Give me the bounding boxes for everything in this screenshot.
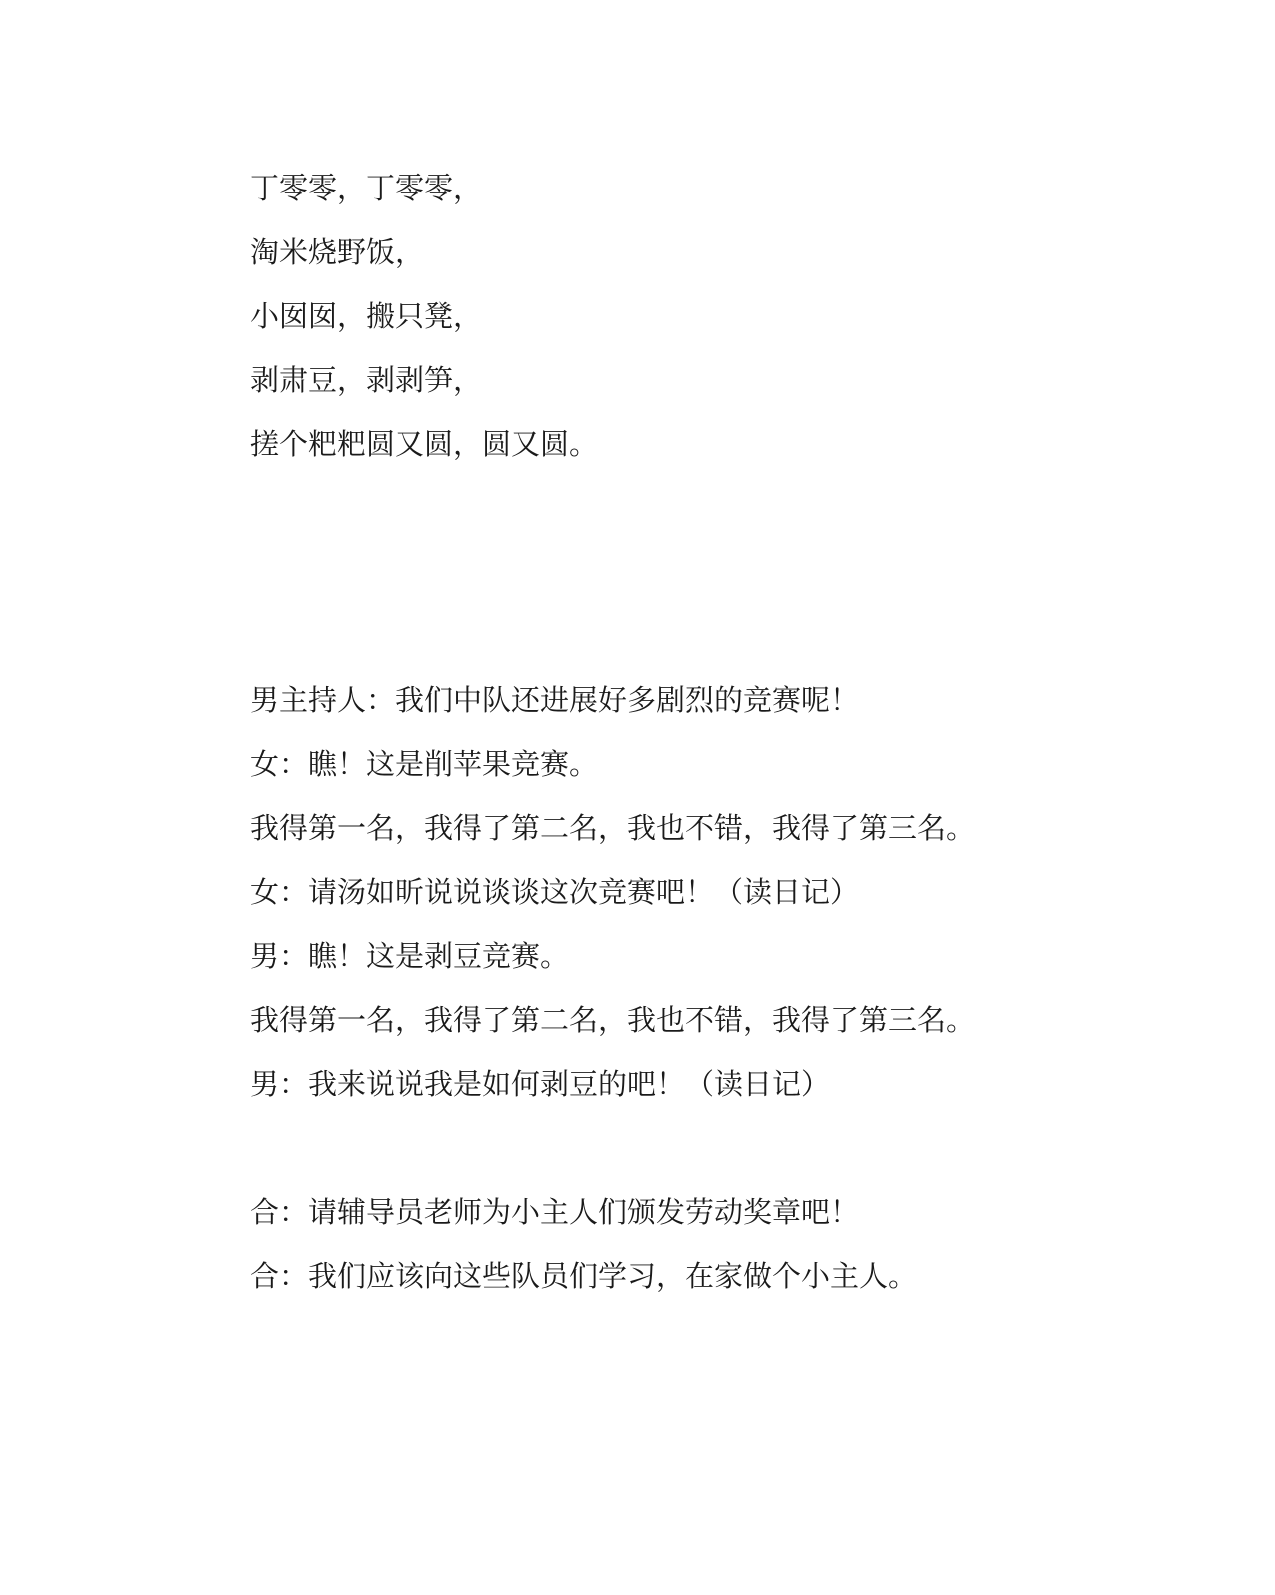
dialogue-line: 男：瞧！这是剥豆竞赛。 — [250, 939, 570, 973]
closing-line: 合：请辅导员老师为小主人们颁发劳动奖章吧！ — [250, 1195, 860, 1229]
dialogue-line: 女：请汤如昕说说谈谈这次竞赛吧！（读日记） — [250, 875, 860, 909]
rhyme-line: 搓个粑粑圆又圆，圆又圆。 — [250, 427, 599, 461]
nursery-rhyme — [250, 156, 1210, 476]
rhyme-line: 小囡囡，搬只凳， — [250, 299, 483, 333]
competition-dialogue — [250, 668, 1210, 1116]
dialogue-line: 我得第一名，我得了第二名，我也不错，我得了第三名。 — [250, 811, 976, 845]
dialogue-line: 女：瞧！这是削苹果竞赛。 — [250, 747, 599, 781]
dialogue-line: 男：我来说说我是如何剥豆的吧！（读日记） — [250, 1067, 831, 1101]
rhyme-line: 淘米烧野饭， — [250, 235, 425, 269]
closing-line: 合：我们应该向这些队员们学习，在家做个小主人。 — [250, 1259, 918, 1293]
dialogue-line: 男主持人：我们中队还进展好多剧烈的竞赛呢！ — [250, 683, 860, 717]
rhyme-line: 丁零零，丁零零， — [250, 171, 483, 205]
closing-lines — [250, 1180, 1210, 1308]
rhyme-line: 剥肃豆，剥剥笋， — [250, 363, 483, 397]
dialogue-line: 我得第一名，我得了第二名，我也不错，我得了第三名。 — [250, 1003, 976, 1037]
